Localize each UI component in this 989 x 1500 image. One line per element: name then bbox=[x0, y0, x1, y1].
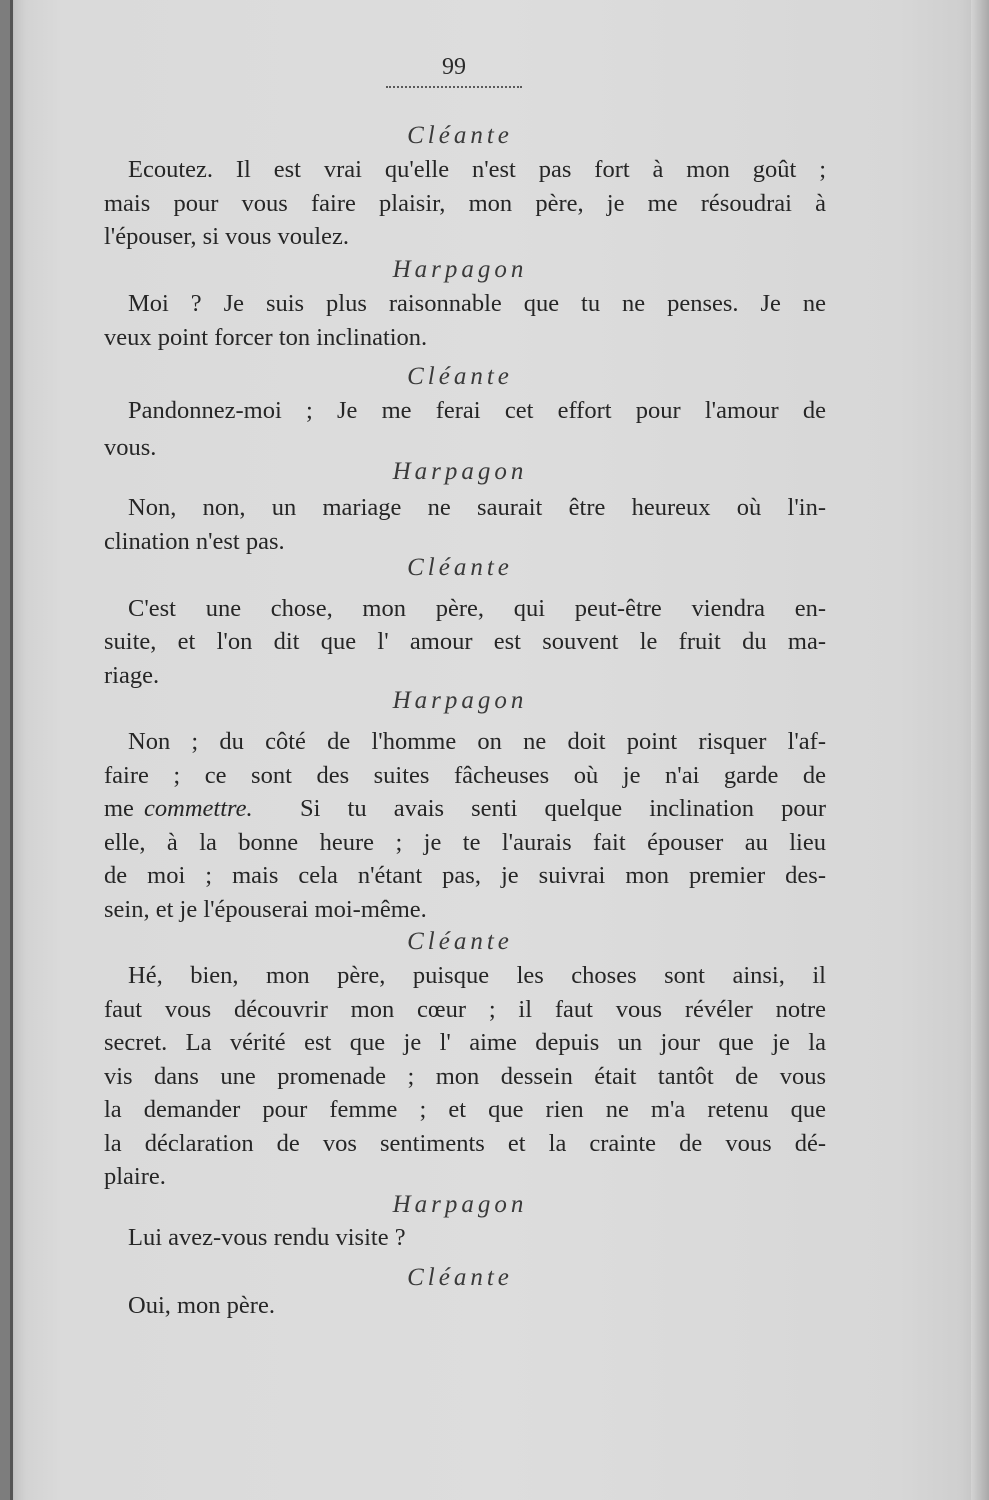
dialogue-line: vis dans une promenade ; mon dessein était tantôt de vous bbox=[104, 1063, 826, 1090]
dialogue-line: veux point forcer ton inclination. bbox=[104, 324, 428, 351]
dialogue-line: plaire. bbox=[104, 1163, 166, 1190]
dialogue-line: me bbox=[104, 795, 134, 822]
dialogue-line: Oui, mon père. bbox=[128, 1292, 275, 1319]
dialogue-line: Moi ? Je suis plus raisonnable que tu ne penses. Je ne bbox=[128, 290, 826, 317]
dialogue-line: vous. bbox=[104, 434, 157, 461]
dialogue-line: l'épouser, si vous voulez. bbox=[104, 223, 349, 250]
dialogue-line: faut vous découvrir mon cœur ; il faut vous révéler notre bbox=[104, 996, 826, 1023]
page-number: 99 bbox=[442, 54, 466, 80]
speaker-name: Cléante bbox=[407, 554, 513, 581]
page-edge bbox=[971, 0, 989, 1500]
dialogue-line: de moi ; mais cela n'étant pas, je suivrai mon premier des- bbox=[104, 862, 826, 889]
dialogue-line: riage. bbox=[104, 662, 160, 689]
dialogue-line: suite, et l'on dit que l' amour est souvent le fruit du ma- bbox=[104, 628, 826, 655]
dialogue-line: sein, et je l'épouserai moi-même. bbox=[104, 896, 427, 923]
speaker-name: Cléante bbox=[407, 928, 513, 955]
dialogue-line: la déclaration de vos sentiments et la crainte de vous dé- bbox=[104, 1130, 826, 1157]
speaker-name: Cléante bbox=[407, 1264, 513, 1291]
italic-word: commettre. bbox=[144, 795, 253, 822]
dialogue-line: elle, à la bonne heure ; je te l'aurais fait épouser au lieu bbox=[104, 829, 826, 856]
dialogue-line: clination n'est pas. bbox=[104, 528, 285, 555]
speaker-name: Harpagon bbox=[392, 1191, 528, 1218]
speaker-name: Harpagon bbox=[392, 458, 528, 485]
dialogue-line: Non, non, un mariage ne saurait être heureux où l'in- bbox=[128, 494, 826, 521]
dialogue-line: Pandonnez-moi ; Je me ferai cet effort pour l'amour de bbox=[128, 397, 826, 424]
speaker-name: Harpagon bbox=[392, 256, 528, 283]
dialogue-line: Si tu avais senti quelque inclination pour bbox=[300, 795, 826, 822]
dialogue-line: mais pour vous faire plaisir, mon père, je me résoudrai à bbox=[104, 190, 826, 217]
dialogue-line: Ecoutez. Il est vrai qu'elle n'est pas fort à mon goût ; bbox=[128, 156, 826, 183]
speaker-name: Cléante bbox=[407, 122, 513, 149]
dialogue-line: secret. La vérité est que je l' aime depuis un jour que je la bbox=[104, 1029, 826, 1056]
dialogue-line: Non ; du côté de l'homme on ne doit point risquer l'af- bbox=[128, 728, 826, 755]
speaker-name: Harpagon bbox=[392, 687, 528, 714]
dialogue-line: C'est une chose, mon père, qui peut-être viendra en- bbox=[128, 595, 826, 622]
dialogue-line: la demander pour femme ; et que rien ne m'a retenu que bbox=[104, 1096, 826, 1123]
page-number-rule bbox=[386, 86, 522, 88]
dialogue-line: Lui avez-vous rendu visite ? bbox=[128, 1224, 406, 1251]
dialogue-line: Hé, bien, mon père, puisque les choses sont ainsi, il bbox=[128, 962, 826, 989]
dialogue-line: faire ; ce sont des suites fâcheuses où je n'ai garde de bbox=[104, 762, 826, 789]
speaker-name: Cléante bbox=[407, 363, 513, 390]
